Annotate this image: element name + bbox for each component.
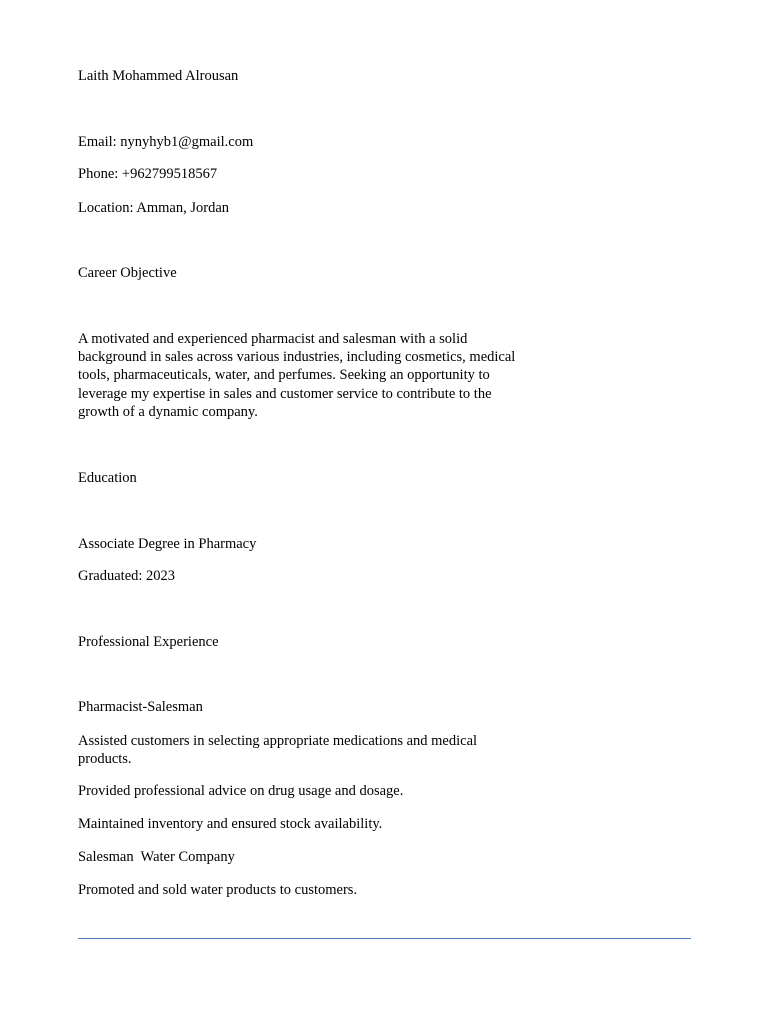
education-degree: Associate Degree in Pharmacy xyxy=(78,536,257,552)
career-objective-text: A motivated and experienced pharmacist and salesman with a solid background in sales across various industries, including cosmetics, medical tools, pharmaceuticals, water, and perfumes. Seeking an opportunity to leverage my expertise in sales and customer service to contribute to the growth of a dynamic company. xyxy=(78,331,516,420)
education-graduated: Graduated: 2023 xyxy=(78,568,176,584)
job1-title: Pharmacist-Salesman xyxy=(78,699,203,715)
job1-duty-2: Provided professional advice on drug usage and dosage. xyxy=(78,783,404,799)
experience-heading: Professional Experience xyxy=(78,634,219,650)
education-heading: Education xyxy=(78,470,137,486)
job2-duty-1: Promoted and sold water products to customers. xyxy=(78,882,358,898)
phone-line: Phone: +962799518567 xyxy=(78,166,218,182)
job1-duty-1: Assisted customers in selecting appropriate medications and medical products. xyxy=(78,733,478,768)
job1-duty-3: Maintained inventory and ensured stock availability. xyxy=(78,816,383,832)
job2-title: Salesman Water Company xyxy=(78,849,235,865)
applicant-name: Laith Mohammed Alrousan xyxy=(78,68,239,84)
location-line: Location: Amman, Jordan xyxy=(78,200,230,216)
footer-divider xyxy=(78,938,691,939)
email-line: Email: nynyhyb1@gmail.com xyxy=(78,134,254,150)
career-objective-heading: Career Objective xyxy=(78,265,177,281)
